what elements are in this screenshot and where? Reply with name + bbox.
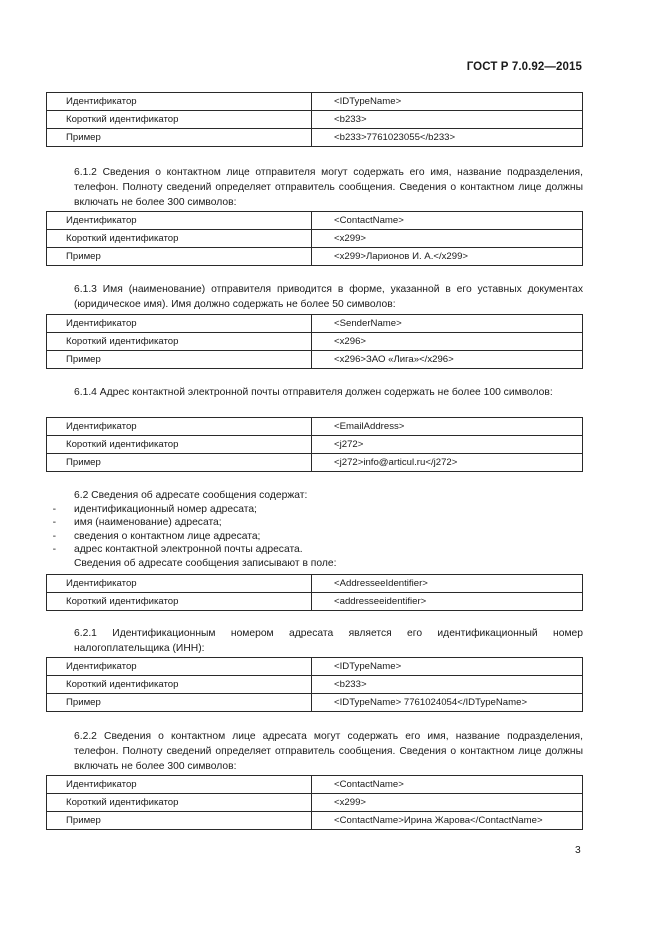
- table-cell-value: <j272>info@articul.ru</j272>: [312, 454, 583, 472]
- table-row: [47, 812, 583, 830]
- table-cell-label: Короткий идентификатор: [47, 230, 312, 248]
- dash-marker: -: [52, 517, 56, 529]
- table-cell-value: <SenderName>: [312, 315, 583, 333]
- table-row: [47, 93, 583, 111]
- table-cell-value: <b233>7761023055</b233>: [312, 129, 583, 147]
- dash-marker: -: [52, 530, 56, 542]
- sender-contact-name-table: [46, 211, 583, 266]
- paragraph-6-1-2: 6.1.2 Сведения о контактном лице отправителя могут содержать его имя, название подразделения, телефон. Полноту сведений определяет отправитель сообщения. Сведения о контактном лице должны включать не более 300 символов:: [74, 167, 583, 209]
- table-cell-label: Короткий идентификатор: [47, 436, 312, 454]
- table-cell-label: Короткий идентификатор: [47, 333, 312, 351]
- addressee-id-table: [46, 657, 583, 712]
- section-6-2-intro: 6.2 Сведения об адресате сообщения содержат:: [74, 490, 308, 501]
- table-row: [47, 776, 583, 794]
- table-cell-value: <ContactName>: [312, 776, 583, 794]
- addressee-contact-name-table: [46, 775, 583, 830]
- table-cell-label: Идентификатор: [47, 212, 312, 230]
- table-cell-value: <ContactName>: [312, 212, 583, 230]
- table-row: [47, 658, 583, 676]
- table-cell-value: <j272>: [312, 436, 583, 454]
- dash-marker: -: [52, 503, 56, 515]
- id-type-name-table: [46, 92, 583, 147]
- table-cell-label: Идентификатор: [47, 418, 312, 436]
- table-cell-value: <x296>ЗАО «Лига»</x296>: [312, 351, 583, 369]
- sender-name-table: [46, 314, 583, 369]
- table-row: [47, 454, 583, 472]
- table-cell-value: <IDTypeName>: [312, 658, 583, 676]
- table-row: [47, 436, 583, 454]
- table-cell-value: <IDTypeName>: [312, 93, 583, 111]
- list-item: - имя (наименование) адресата;: [46, 516, 583, 530]
- table-cell-label: Пример: [47, 351, 312, 369]
- table-row: [47, 694, 583, 712]
- section-6-2-outro: Сведения об адресате сообщения записывают в поле:: [74, 557, 337, 569]
- table-cell-value: <IDTypeName> 7761024054</IDTypeName>: [312, 694, 583, 712]
- table-cell-label: Пример: [47, 129, 312, 147]
- dash-marker: -: [52, 544, 56, 556]
- table-row: [47, 315, 583, 333]
- table-cell-label: Пример: [47, 454, 312, 472]
- paragraph-6-1-3: 6.1.3 Имя (наименование) отправителя приводится в форме, указанной в его уставных документах (юридическое имя). Имя должно содержать не более 50 символов:: [74, 284, 583, 311]
- section-6-2: [46, 489, 583, 571]
- table-cell-label: Пример: [47, 248, 312, 266]
- table-cell-label: Идентификатор: [47, 315, 312, 333]
- table-cell-label: Идентификатор: [47, 776, 312, 794]
- table-row: [47, 351, 583, 369]
- paragraph-6-2-2: 6.2.2 Сведения о контактном лице адресата могут содержать его имя, название подразделения, телефон. Полноту сведений определяет отправитель сообщения. Сведения о контактном лице должны включать не более 300 символов:: [74, 731, 583, 773]
- table-row: [47, 593, 583, 611]
- addressee-identifier-table: [46, 574, 583, 611]
- email-address-table: [46, 417, 583, 472]
- table-row: [47, 129, 583, 147]
- table-cell-value: <x299>: [312, 230, 583, 248]
- table-cell-label: Идентификатор: [47, 93, 312, 111]
- table-cell-label: Короткий идентификатор: [47, 593, 312, 611]
- table-row: [47, 248, 583, 266]
- table-cell-value: <x299>Ларионов И. А.</x299>: [312, 248, 583, 266]
- table-row: [47, 418, 583, 436]
- table-cell-value: <x299>: [312, 794, 583, 812]
- table-cell-label: Идентификатор: [47, 575, 312, 593]
- table-row: [47, 575, 583, 593]
- table-cell-value: <EmailAddress>: [312, 418, 583, 436]
- table-cell-value: <b233>: [312, 676, 583, 694]
- table-row: [47, 794, 583, 812]
- table-cell-label: Короткий идентификатор: [47, 794, 312, 812]
- table-row: [47, 212, 583, 230]
- table-row: [47, 230, 583, 248]
- table-cell-value: <ContactName>Ирина Жарова</ContactName>: [312, 812, 583, 830]
- document-header: ГОСТ Р 7.0.92—2015: [466, 61, 582, 73]
- table-cell-value: <b233>: [312, 111, 583, 129]
- table-cell-label: Короткий идентификатор: [47, 111, 312, 129]
- table-cell-label: Идентификатор: [47, 658, 312, 676]
- table-cell-label: Пример: [47, 812, 312, 830]
- list-item: - адрес контактной электронной почты адресата.: [46, 543, 583, 557]
- table-row: [47, 676, 583, 694]
- table-cell-value: <AddresseeIdentifier>: [312, 575, 583, 593]
- table-row: [47, 333, 583, 351]
- page-number: 3: [575, 845, 581, 856]
- paragraph-6-1-4: 6.1.4 Адрес контактной электронной почты отправителя должен содержать не более 100 символов:: [74, 387, 553, 398]
- paragraph-6-2-1: 6.2.1 Идентификационным номером адресата является его идентификационный номер налогоплательщика (ИНН):: [74, 628, 583, 655]
- list-item: - сведения о контактном лице адресата;: [46, 530, 583, 544]
- table-cell-value: <addresseeidentifier>: [312, 593, 583, 611]
- table-cell-value: <x296>: [312, 333, 583, 351]
- table-cell-label: Пример: [47, 694, 312, 712]
- list-item: - идентификационный номер адресата;: [46, 503, 583, 517]
- table-row: [47, 111, 583, 129]
- table-cell-label: Короткий идентификатор: [47, 676, 312, 694]
